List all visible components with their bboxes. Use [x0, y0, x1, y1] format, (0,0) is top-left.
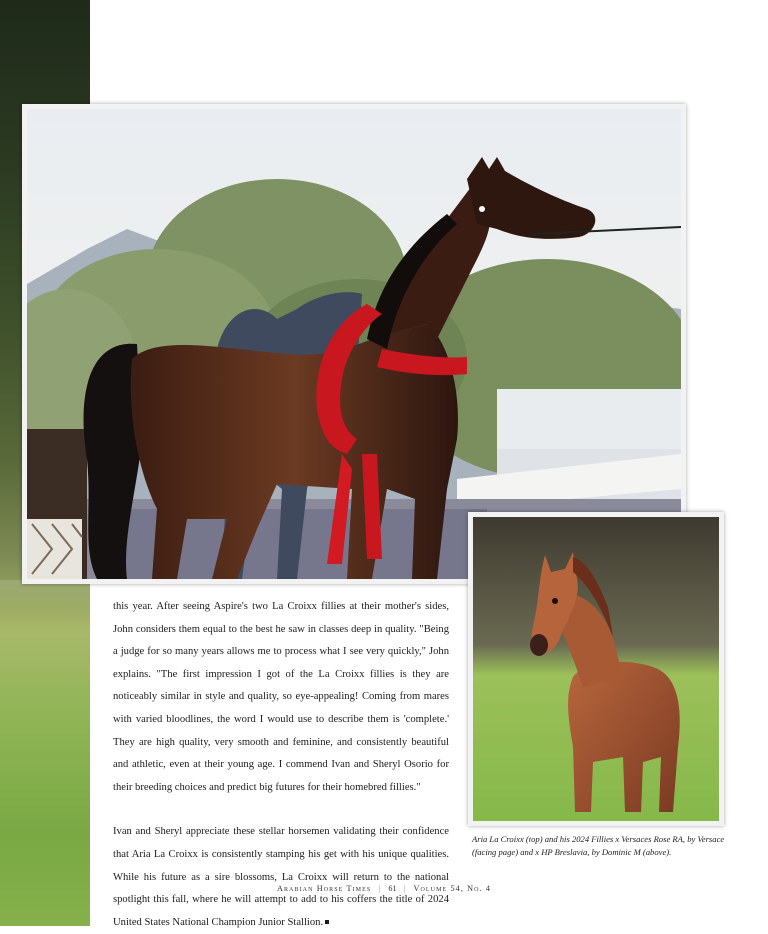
article-paragraph-1: this year. After seeing Aspire's two La Croixx fillies at their mother's sides, John considers them equal to the best he saw in classes deep in quality. "Being a judge for so many years allows me to process what I see very quickly," John explains. "The first impression I got of the La Croixx fillies is they are noticeably similar in style and quality, so eye-appealing! Coming from mares with varied bloodlines, the word I would use to describe them is 'complete.' They are high quality, very smooth and feminine, and consistently beautiful and athletic, even at their young age. I commend Ivan and Sheryl Osorio for their breeding choices and predict big futures for their homebred fillies." — [113, 601, 449, 793]
filly-image — [473, 517, 719, 821]
footer-separator: | — [403, 884, 407, 893]
footer-separator: | — [378, 884, 382, 893]
article-paragraph-2 — [113, 821, 449, 934]
page-footer — [0, 884, 768, 893]
article-paragraph-2-text: Ivan and Sheryl appreciate these stellar horsemen validating their confidence that Aria La Croixx is consistently stamping his get with his unique qualities. While his future as a sire blossoms, La Croixx will return to the national spotlight this fall, where he will attempt to add to his coffers the title of 2024 United States National Champion Junior Stallion. — [113, 826, 449, 928]
stallion-with-roses-image — [27, 109, 681, 579]
page-number: 61 — [388, 884, 397, 893]
end-of-article-mark — [325, 920, 329, 924]
inset-photo-filly — [468, 512, 724, 826]
volume-issue: Volume 54, No. 4 — [413, 884, 492, 893]
publication-name: Arabian Horse Times — [276, 884, 372, 893]
photo-caption: Aria La Croixx (top) and his 2024 Fillies x Versaces Rose RA, by Versace (facing page) and x HP Breslavia, by Dominic M (above). — [472, 834, 725, 857]
